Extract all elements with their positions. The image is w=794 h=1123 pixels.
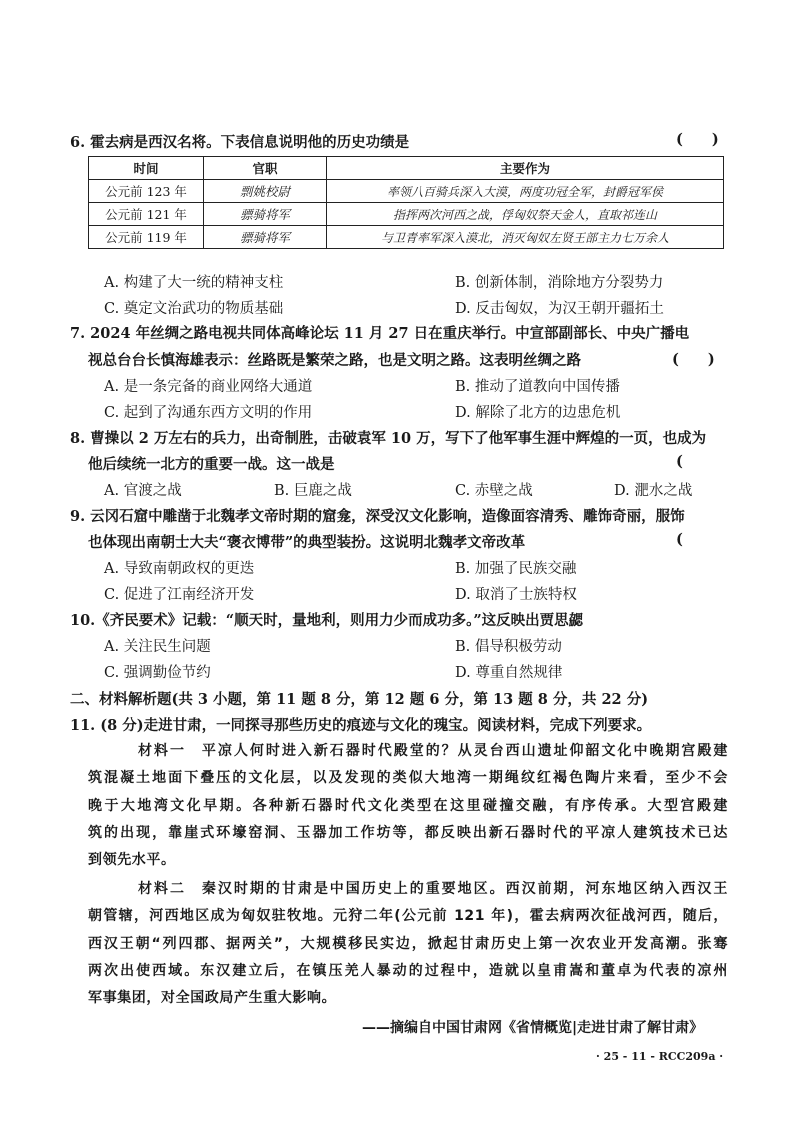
table-cell-deed: 指挥两次河西之战，俘匈奴祭天金人，直取祁连山 [327, 203, 724, 226]
q7-option-b: B. 推动了道教向中国传播 [455, 379, 620, 395]
table-header-row [89, 157, 724, 180]
q10-option-a: A. 关注民生问题 [104, 639, 211, 655]
material-1-line: 到领先水平。 [88, 852, 176, 869]
q10-option-c: C. 强调勤俭节约 [104, 665, 211, 681]
q7-option-d: D. 解除了北方的边患危机 [455, 405, 621, 421]
q9-option-d: D. 取消了士族特权 [455, 587, 577, 603]
q7-option-c: C. 起到了沟通东西方文明的作用 [104, 405, 313, 421]
q10-option-d: D. 尊重自然规律 [455, 665, 563, 681]
q8-answer-paren: ( [676, 453, 683, 470]
q6-option-b: B. 创新体制，消除地方分裂势力 [455, 275, 664, 291]
material-2-line: 材料二 秦汉时期的甘肃是中国历史上的重要地区。西汉前期，河东地区纳入西汉王 [138, 881, 728, 897]
table-cell-deed: 与卫青率军深入漠北，消灭匈奴左贤王部主力七万余人 [327, 226, 724, 249]
material-1-line: 材料一 平凉人何时进入新石器时代殿堂的？从灵台西山遗址仰韶文化中晚期宫殿建 [138, 743, 728, 759]
q6-option-d: D. 反击匈奴，为汉王朝开疆拓土 [455, 301, 664, 317]
q6-option-c: C. 奠定文治武功的物质基础 [104, 301, 284, 317]
q6-table [88, 156, 724, 249]
table-cell-office: 剽姚校尉 [204, 180, 327, 203]
q8-stem-line1: 8. 曹操以 2 万左右的兵力，出奇制胜，击破袁军 10 万，写下了他军事生涯中辉煌的一页，也成为 [70, 430, 707, 447]
table-cell-time: 公元前 123 年 [89, 180, 204, 203]
q9-stem-line2: 也体现出南朝士大夫“褒衣博带”的典型装扮。这说明北魏孝文帝改革 [88, 534, 526, 551]
material-2 [88, 876, 728, 1012]
q11-stem: 11. (8 分)走进甘肃，一同探寻那些历史的痕迹与文化的瑰宝。阅读材料，完成下列要求。 [70, 717, 652, 734]
table-header-cell: 主要作为 [327, 157, 724, 180]
material-1-line: 筑混凝土地面下叠压的文化层，以及发现的类似大地湾一期绳纹红褐色陶片来看，至少不会 [88, 770, 728, 787]
q7-stem-line1: 7. 2024 年丝绸之路电视共同体高峰论坛 11 月 27 日在重庆举行。中宣部副部长、中央广播电 [70, 325, 690, 342]
q7-option-a: A. 是一条完备的商业网络大通道 [104, 379, 313, 395]
table-cell-office: 骠骑将军 [204, 226, 327, 249]
material-2-line: 两次出使西域。东汉建立后，在镇压羌人暴动的过程中，造就以皇甫嵩和董卓为代表的凉州 [88, 962, 728, 979]
q7-stem-line2: 视总台台长慎海雄表示：丝路既是繁荣之路，也是文明之路。这表明丝绸之路 [88, 352, 581, 369]
material-1 [88, 738, 728, 874]
table-cell-deed: 率领八百骑兵深入大漠，两度功冠全军，封爵冠军侯 [327, 180, 724, 203]
material-1-line: 筑的出现，靠崖式环壕窑洞、玉器加工作坊等，都反映出新石器时代的平凉人建筑技术已达 [88, 824, 728, 841]
table-row [89, 226, 724, 249]
q9-option-a: A. 导致南朝政权的更迭 [104, 561, 255, 577]
q7-answer-paren: ( ) [672, 351, 715, 368]
q10-option-b: B. 倡导积极劳动 [455, 639, 562, 655]
q9-stem-line1: 9. 云冈石窟中雕凿于北魏孝文帝时期的窟龛，深受汉文化影响，造像面容清秀、雕饰奇丽，服饰 [70, 508, 685, 525]
q9-answer-paren: ( [676, 531, 683, 548]
q8-option-b: B. 巨鹿之战 [274, 483, 352, 499]
q6-option-a: A. 构建了大一统的精神支柱 [104, 275, 284, 291]
table-cell-time: 公元前 121 年 [89, 203, 204, 226]
q6-stem: 6. 霍去病是西汉名将。下表信息说明他的历史功绩是 [70, 134, 410, 151]
section-heading: 二、材料解析题(共 3 小题，第 11 题 8 分，第 12 题 6 分，第 13 题 8 分，共 22 分) [70, 691, 649, 708]
material-2-line: 朝管辖，河西地区成为匈奴驻牧地。元狩二年(公元前 121 年)，霍去病两次征战河西，随后， [88, 908, 728, 925]
q6-answer-paren: ( ) [676, 131, 719, 148]
page-footer-code: · 25 - 11 - RCC209a · [596, 1050, 724, 1063]
table-row [89, 180, 724, 203]
q9-option-c: C. 促进了江南经济开发 [104, 587, 255, 603]
table-cell-office: 骠骑将军 [204, 203, 327, 226]
q9-option-b: B. 加强了民族交融 [455, 561, 577, 577]
material-2-line: 西汉王朝“列四郡、据两关”，大规模移民实边，掀起甘肃历史上第一次农业开发高潮。张骞 [88, 935, 728, 952]
table-header-cell: 官职 [204, 157, 327, 180]
table-header-cell: 时间 [89, 157, 204, 180]
material-1-line: 晚于大地湾文化早期。各种新石器时代文化类型在这里碰撞交融，有序传承。大型宫殿建 [88, 797, 728, 814]
q8-stem-line2: 他后续统一北方的重要一战。这一战是 [88, 456, 335, 473]
q8-option-a: A. 官渡之战 [104, 483, 182, 499]
table-row [89, 203, 724, 226]
q10-stem: 10.《齐民要术》记载：“顺天时，量地利，则用力少而成功多。”这反映出贾思勰 [70, 612, 584, 629]
q8-option-c: C. 赤壁之战 [455, 483, 533, 499]
material-2-line: 军事集团，对全国政局产生重大影响。 [88, 990, 337, 1007]
material-source: ——摘编自中国甘肃网《省情概览|走进甘肃了解甘肃》 [362, 1020, 704, 1036]
table-cell-time: 公元前 119 年 [89, 226, 204, 249]
q8-option-d: D. 淝水之战 [614, 483, 693, 499]
